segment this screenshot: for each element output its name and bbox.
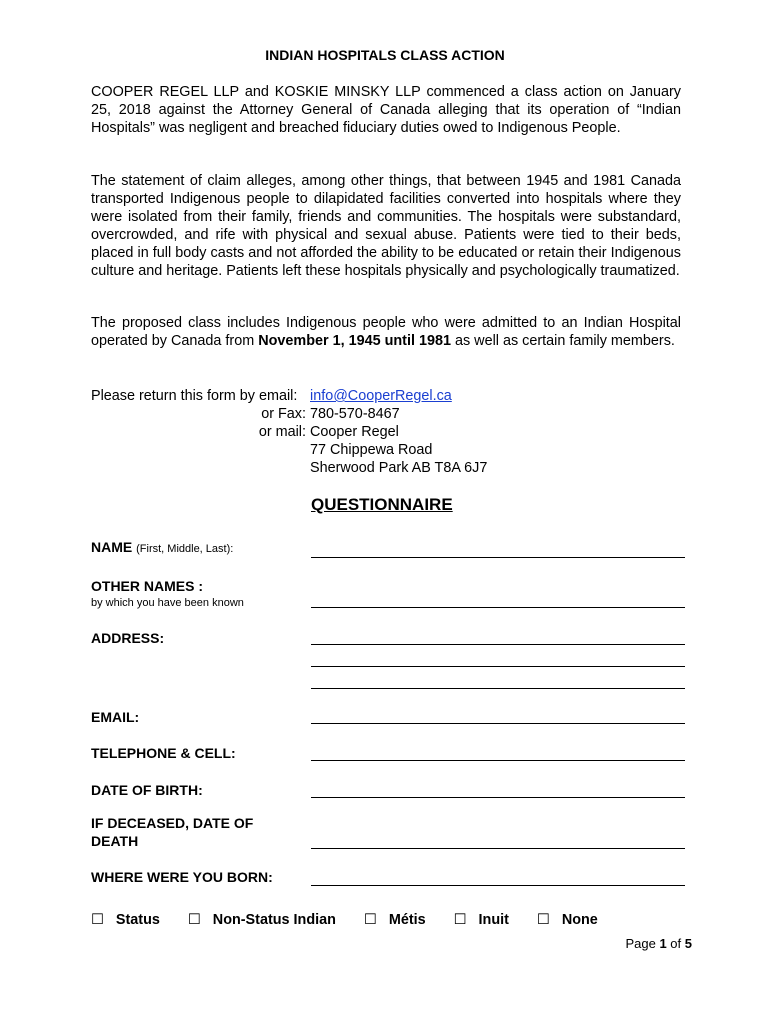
- page-number: Page 1 of 5: [625, 936, 692, 951]
- return-email-link[interactable]: info@CooperRegel.ca: [310, 388, 452, 404]
- deceased-label-line1: IF DECEASED, DATE OF: [91, 815, 254, 831]
- non-status-option[interactable]: ☐ Non-Status Indian: [187, 912, 336, 928]
- other-names-label: OTHER NAMES :: [91, 578, 203, 594]
- dob-field[interactable]: [311, 797, 685, 798]
- born-field[interactable]: [311, 885, 685, 886]
- status-options: [91, 912, 622, 928]
- mail-address-line2: 77 Chippewa Road: [310, 442, 433, 458]
- return-fax-number: 780-570-8467: [310, 406, 400, 422]
- email-label: EMAIL:: [91, 709, 140, 725]
- intro-paragraph: COOPER REGEL LLP and KOSKIE MINSKY LLP commenced a class action on January 25, 2018 against the Attorney General of Canada alleging that its operation of “Indian Hospitals” was negligent and breached fiduciary duties owed to Indigenous People.: [91, 84, 681, 136]
- status-option[interactable]: ☐ Status: [91, 912, 160, 928]
- metis-option[interactable]: ☐ Métis: [363, 912, 426, 928]
- none-option[interactable]: ☐ None: [536, 912, 598, 928]
- address-field-line1[interactable]: [311, 644, 685, 645]
- other-names-hint: by which you have been known: [91, 597, 244, 609]
- claim-paragraph: The statement of claim alleges, among other things, that between 1945 and 1981 Canada transported Indigenous people to dilapidated facilities converted into hospitals where they were isolated from their family, friends and communities. The hospitals were substandard, overcrowded, and rife with physical and sexual abuse. Patients were tied to their beds, placed in full body casts and not afforded the ability to be educated or retain their Indigenous culture and heritage. Patients left these hospitals physically and psychologically traumatized.: [91, 173, 681, 279]
- dob-label: DATE OF BIRTH:: [91, 782, 203, 798]
- mail-address-line3: Sherwood Park AB T8A 6J7: [310, 460, 488, 476]
- address-field-line3[interactable]: [311, 688, 685, 689]
- name-hint: (First, Middle, Last):: [136, 543, 234, 555]
- checkbox-icon[interactable]: ☐: [453, 912, 467, 928]
- checkbox-icon[interactable]: ☐: [187, 912, 201, 928]
- address-field-line2[interactable]: [311, 666, 685, 667]
- return-fax-label: or Fax:: [261, 406, 306, 422]
- class-paragraph: [91, 314, 681, 350]
- checkbox-icon[interactable]: ☐: [91, 912, 104, 928]
- return-email-label: Please return this form by email:: [91, 388, 298, 404]
- born-label: WHERE WERE YOU BORN:: [91, 869, 273, 885]
- deceased-date-field[interactable]: [311, 848, 685, 849]
- name-field[interactable]: [311, 557, 685, 558]
- document-title: INDIAN HOSPITALS CLASS ACTION: [265, 47, 505, 63]
- mail-address-line1: Cooper Regel: [310, 424, 399, 440]
- name-label: NAME (First, Middle, Last):: [91, 539, 234, 555]
- checkbox-icon[interactable]: ☐: [536, 912, 550, 928]
- class-text-after: as well as certain family members.: [450, 333, 675, 349]
- deceased-label-line2: DEATH: [91, 833, 139, 849]
- other-names-field[interactable]: [311, 607, 685, 608]
- inuit-option[interactable]: ☐ Inuit: [453, 912, 509, 928]
- class-text-before: The proposed class includes Indigenous people who were admitted to an Indian Hospital operated by Canada from: [91, 315, 681, 349]
- return-mail-label: or mail:: [258, 424, 306, 440]
- telephone-field[interactable]: [311, 760, 685, 761]
- class-dates: November 1, 1945 until 1981: [258, 333, 451, 349]
- email-field[interactable]: [311, 723, 685, 724]
- telephone-label: TELEPHONE & CELL:: [91, 745, 236, 761]
- address-label: ADDRESS:: [91, 630, 165, 646]
- checkbox-icon[interactable]: ☐: [363, 912, 377, 928]
- questionnaire-title: QUESTIONNAIRE: [311, 495, 453, 514]
